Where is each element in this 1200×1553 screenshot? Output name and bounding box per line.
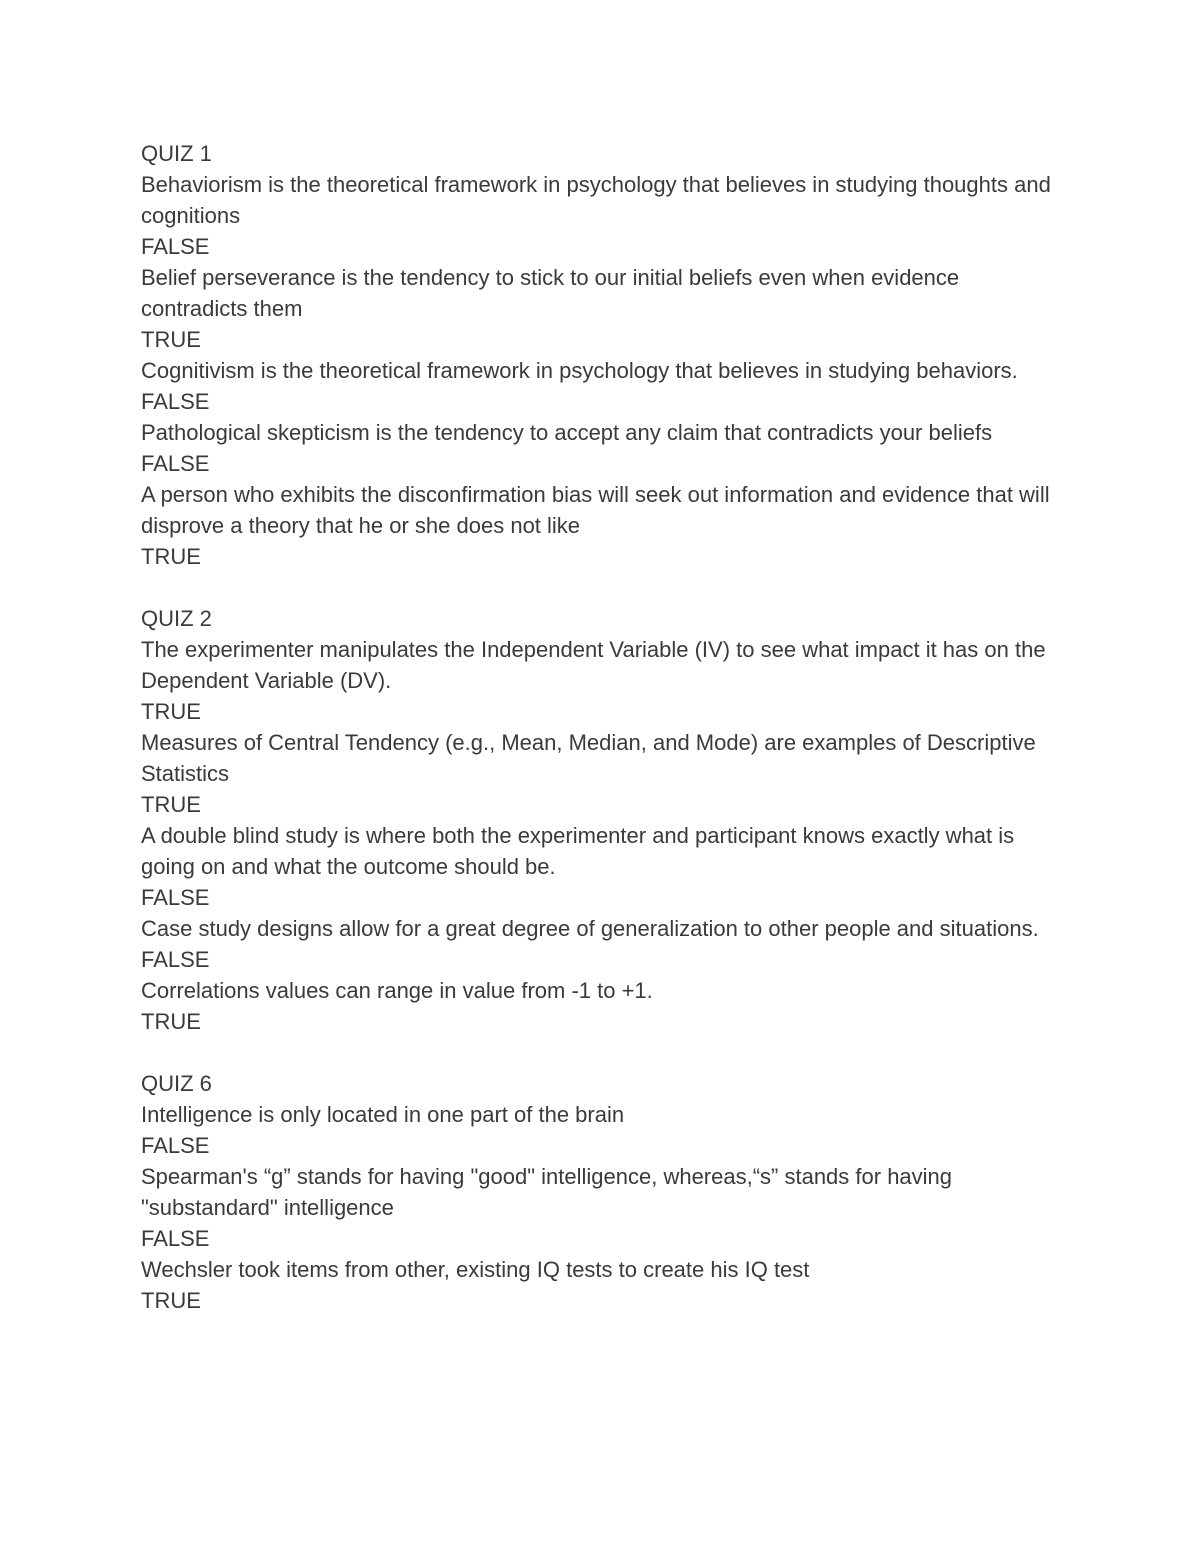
question-text: Belief perseverance is the tendency to stick to our initial beliefs even when evidence contradicts them bbox=[141, 265, 960, 321]
answer-text: TRUE bbox=[141, 1009, 201, 1034]
answer-text: FALSE bbox=[141, 885, 210, 910]
answer-text: TRUE bbox=[141, 1288, 201, 1313]
answer-text: FALSE bbox=[141, 1226, 210, 1251]
answer-text: FALSE bbox=[141, 234, 210, 259]
question-text: Correlations values can range in value from -1 to +1. bbox=[141, 978, 653, 1003]
answer-text: FALSE bbox=[141, 389, 210, 414]
question-text: Cognitivism is the theoretical framework in psychology that believes in studying behaviors. bbox=[141, 358, 1018, 383]
answer-text: FALSE bbox=[141, 1133, 210, 1158]
answer-text: FALSE bbox=[141, 947, 210, 972]
question-text: Case study designs allow for a great degree of generalization to other people and situations. bbox=[141, 916, 1039, 941]
answer-text: FALSE bbox=[141, 451, 210, 476]
answer-text: TRUE bbox=[141, 792, 201, 817]
quiz-title: QUIZ 6 bbox=[141, 1071, 212, 1096]
question-text: Measures of Central Tendency (e.g., Mean, Median, and Mode) are examples of Descriptive Statistics bbox=[141, 730, 1036, 786]
quiz-title: QUIZ 1 bbox=[141, 141, 212, 166]
question-text: A person who exhibits the disconfirmation bias will seek out information and evidence that will disprove a theory that he or she does not like bbox=[141, 482, 1050, 538]
question-text: A double blind study is where both the experimenter and participant knows exactly what is going on and what the outcome should be. bbox=[141, 823, 1015, 879]
quiz-section-1 bbox=[141, 138, 1071, 572]
question-text: Wechsler took items from other, existing IQ tests to create his IQ test bbox=[141, 1257, 810, 1282]
question-text: Behaviorism is the theoretical framework in psychology that believes in studying thoughts and cognitions bbox=[141, 172, 1051, 228]
answer-text: TRUE bbox=[141, 699, 201, 724]
quiz-section-3 bbox=[141, 1068, 1071, 1316]
quiz-title: QUIZ 2 bbox=[141, 606, 212, 631]
document-page bbox=[141, 138, 1071, 1316]
question-text: The experimenter manipulates the Independent Variable (IV) to see what impact it has on the Dependent Variable (DV). bbox=[141, 637, 1046, 693]
quiz-section-2 bbox=[141, 603, 1071, 1037]
question-text: Spearman's “g” stands for having "good" intelligence, whereas,“s” stands for having "substandard" intelligence bbox=[141, 1164, 953, 1220]
answer-text: TRUE bbox=[141, 327, 201, 352]
answer-text: TRUE bbox=[141, 544, 201, 569]
question-text: Intelligence is only located in one part of the brain bbox=[141, 1102, 625, 1127]
question-text: Pathological skepticism is the tendency to accept any claim that contradicts your beliefs bbox=[141, 420, 993, 445]
